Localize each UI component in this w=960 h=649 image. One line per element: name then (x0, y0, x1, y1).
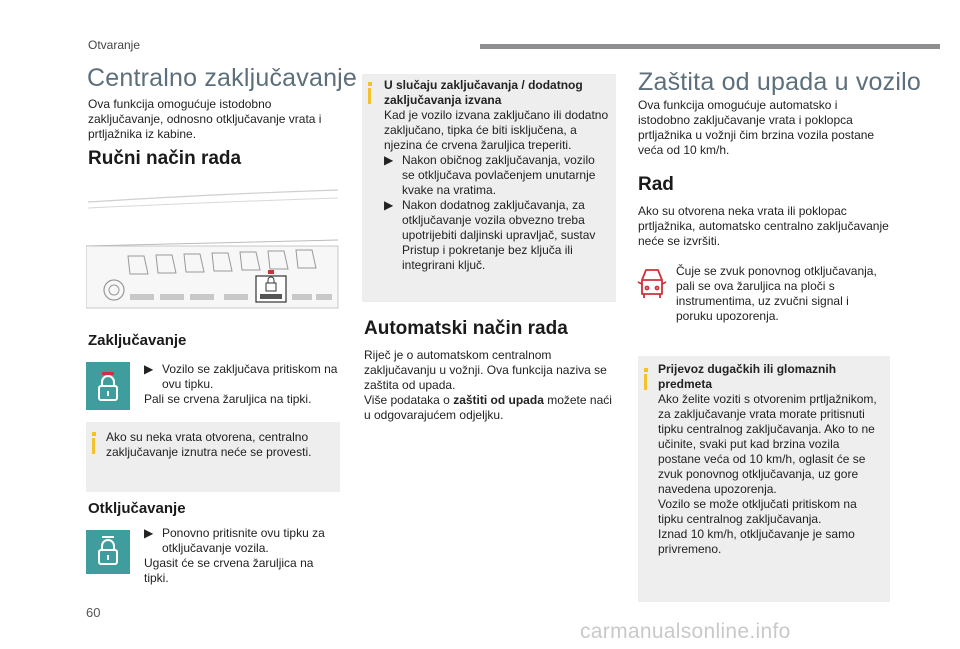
manual-mode-title: Ručni način rada (88, 148, 242, 169)
info-bullet-text: Nakon običnog zaključavanja, vozilo se otključava povlačenjem unutarnje kvake na vratima. (402, 153, 596, 197)
auto-more-post: možete naći u odgovarajućem odjeljku. (364, 393, 612, 422)
unlock-title: Otključavanje (88, 500, 186, 517)
info-text-3: Iznad 10 km/h, otključavanje je samo privremeno. (658, 527, 855, 556)
lock-bullet-text: Vozilo se zaključava pritiskom na ovu tipku. (162, 362, 338, 391)
lock-title: Zaključavanje (88, 332, 187, 349)
auto-more-pre: Više podataka o (364, 393, 454, 407)
rad-title: Rad (638, 174, 674, 195)
padlock-icon (86, 362, 130, 410)
auto-mode-title: Automatski način rada (364, 318, 568, 339)
info-box-open-door (86, 422, 340, 492)
dashboard-buttons-illustration (86, 186, 340, 312)
alert-text: Čuje se zvuk ponovnog otključavanja, pali se ova žaruljica na ploči s instrumentima, uz zvučni signal i poruku upozorenja. (676, 264, 877, 323)
bullet-marker: ▶ (384, 198, 394, 212)
info-box-external-lock (362, 74, 616, 302)
unlock-button-tile (86, 530, 130, 574)
padlock-icon (86, 530, 130, 574)
info-icon (92, 432, 96, 436)
auto-more-link: zaštiti od upada (453, 393, 544, 407)
info-text: Ako su neka vrata otvorena, centralno zaključavanje iznutra neće se provesti. (106, 430, 312, 459)
info-bullet-text: Nakon dodatnog zaključavanja, za otključavanje vozila obvezno treba upotrijebiti daljinski upravljač, sustav Pristup i pokretanje bez ključa ili integrirani ključ. (402, 198, 596, 272)
lock-text: Pali se crvena žaruljica na tipki. (144, 392, 312, 406)
info-text: Kad je vozilo izvana zaključano ili dodatno zaključano, tipka će biti isključena, a njezina će crvena žaruljica treperiti. (384, 108, 609, 152)
info-icon-bar (368, 88, 371, 104)
watermark: carmanualsonline.info (580, 620, 791, 643)
info-icon-bar (92, 438, 95, 454)
section-header: Otvaranje (88, 38, 141, 52)
intrusion-intro: Ova funkcija omogućuje automatsko i istodobno zaključavanje vrata i poklopca prtljažnika u vožnji čim brzina vozila postane veća od 10 km/h. (638, 98, 875, 157)
info-title: U slučaju zaključavanja / dodatnog zaključavanja izvana (384, 78, 583, 107)
auto-more-text (364, 393, 614, 423)
info-title: Prijevoz dugačkih ili glomaznih predmeta (658, 362, 837, 391)
rad-text: Ako su otvorena neka vrata ili poklopac prtljažnika, automatsko centralno zaključavanje neće se izvršiti. (638, 204, 889, 248)
info-icon (368, 82, 372, 86)
car-door-open-icon (636, 266, 668, 302)
page-number: 60 (86, 605, 101, 620)
bullet-marker: ▶ (144, 362, 154, 376)
lock-bullet (144, 362, 340, 392)
info-icon (644, 368, 648, 372)
info-text-2: Vozilo se može otključati pritiskom na tipku centralnog zaključavanja. (658, 497, 857, 526)
bullet-marker: ▶ (384, 153, 394, 167)
intro-text: Ova funkcija omogućuje istodobno zaključavanje, odnosno otključavanje vrata i prtljažnika iz kabine. (88, 97, 322, 141)
intrusion-title: Zaštita od upada u vozilo (638, 68, 921, 96)
unlock-text: Ugasit će se crvena žaruljica na tipki. (144, 556, 314, 585)
auto-text: Riječ je o automatskom centralnom zaključavanju u vožnji. Ova funkcija naziva se zaštita od upada. (364, 348, 607, 392)
lock-button-tile (86, 362, 130, 410)
info-bullet-1 (384, 153, 610, 198)
bullet-marker: ▶ (144, 526, 154, 540)
header-bar (480, 44, 940, 49)
info-bullet-2 (384, 198, 610, 273)
info-icon-bar (644, 374, 647, 390)
info-text: Ako želite voziti s otvorenim prtljažnikom, za zaključavanje vrata morate pritisnuti tipku centralnog zaključavanja. Ako to ne učinite, svaki put kad brzina vozila postane veća od 10 km/h, oglasit će se zvuk ponovnog otključavanja, uz gore navedena upozorenja. (658, 392, 877, 496)
info-box-long-objects (638, 356, 890, 602)
unlock-bullet (144, 526, 340, 556)
page-title: Centralno zaključavanje (87, 64, 358, 92)
unlock-bullet-text: Ponovno pritisnite ovu tipku za otključavanje vozila. (162, 526, 325, 555)
